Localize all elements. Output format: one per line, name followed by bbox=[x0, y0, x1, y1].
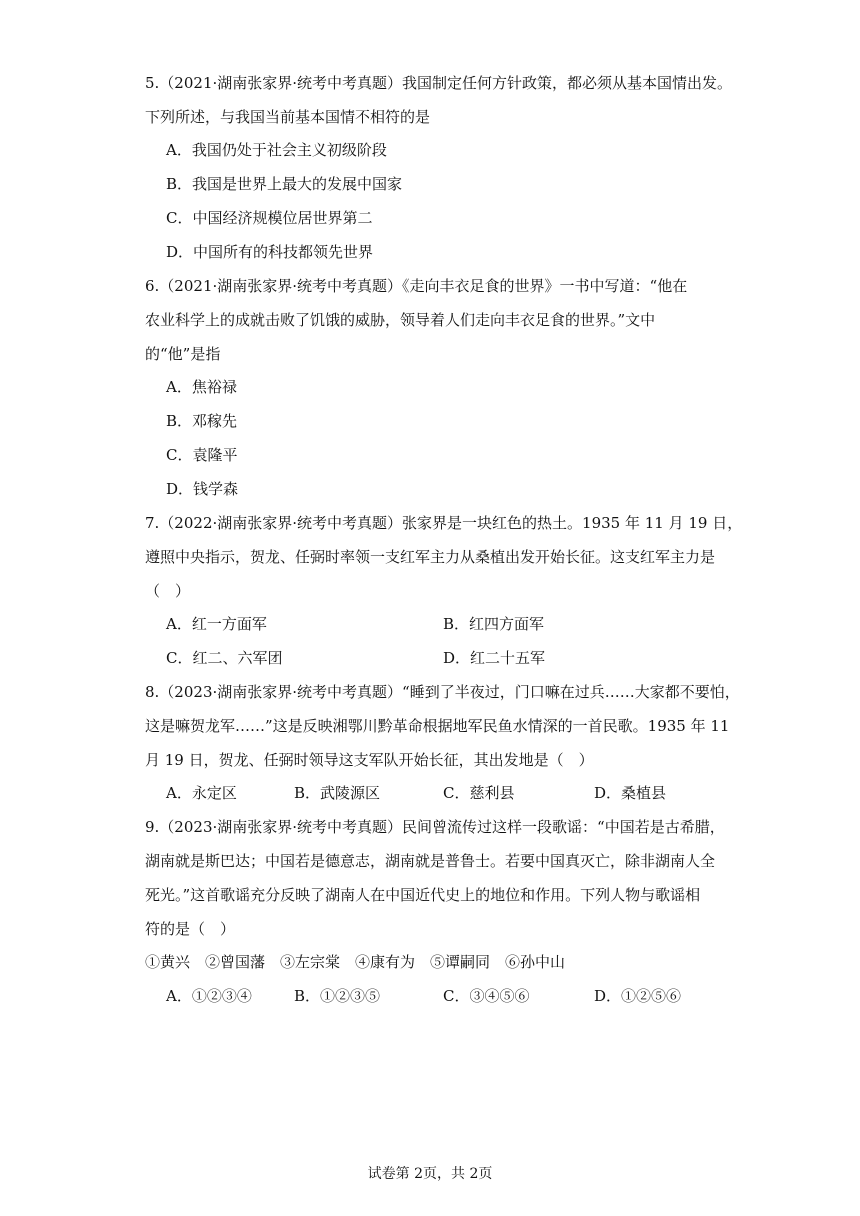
question-6-option-a[interactable]: A．焦裕禄 bbox=[166, 378, 237, 396]
question-9-stem-line-2: 湖南就是斯巴达；中国若是德意志，湖南就是普鲁士。若要中国真灭亡，除非湖南人全 bbox=[145, 852, 716, 870]
question-5-stem-line-1: 5.（2021·湖南张家界·统考中考真题）我国制定任何方针政策，都必须从基本国情出发。 bbox=[145, 74, 733, 92]
question-5-option-b[interactable]: B．我国是世界上最大的发展中国家 bbox=[166, 175, 403, 193]
question-9-option-c[interactable]: C．③④⑤⑥ bbox=[443, 987, 530, 1005]
question-7-option-b[interactable]: B．红四方面军 bbox=[443, 615, 545, 633]
question-5-option-a[interactable]: A．我国仍处于社会主义初级阶段 bbox=[166, 141, 387, 159]
question-8-stem-line-2: 这是嘛贺龙军……”这是反映湘鄂川黔革命根据地军民鱼水情深的一首民歌。1935 年 11 bbox=[145, 717, 730, 735]
question-5-option-c[interactable]: C．中国经济规模位居世界第二 bbox=[166, 209, 373, 227]
question-8-option-a[interactable]: A．永定区 bbox=[166, 784, 237, 802]
question-9-option-a[interactable]: A．①②③④ bbox=[166, 987, 252, 1005]
question-8-option-c[interactable]: C．慈利县 bbox=[443, 784, 515, 802]
question-7-option-d[interactable]: D．红二十五军 bbox=[443, 649, 546, 667]
question-7-option-c[interactable]: C．红二、六军团 bbox=[166, 649, 283, 667]
question-7-stem-line-1: 7.（2022·湖南张家界·统考中考真题）张家界是一块红色的热土。1935 年 11 月 19 日， bbox=[145, 514, 743, 532]
question-9-stem-line-1: 9.（2023·湖南张家界·统考中考真题）民间曾流传过这样一段歌谣：“中国若是古希腊， bbox=[145, 818, 725, 836]
question-9-option-b[interactable]: B．①②③⑤ bbox=[294, 987, 381, 1005]
question-6-stem-line-2: 农业科学上的成就击败了饥饿的威胁，领导着人们走向丰衣足食的世界。”文中 bbox=[145, 311, 656, 329]
question-6-stem-line-1: 6.（2021·湖南张家界·统考中考真题）《走向丰衣足食的世界》一书中写道：“他在 bbox=[145, 277, 688, 295]
question-6-stem-line-3: 的“他”是指 bbox=[145, 345, 221, 363]
question-9-stem-line-3: 死光。”这首歌谣充分反映了湖南人在中国近代史上的地位和作用。下列人物与歌谣相 bbox=[145, 886, 701, 904]
question-8-option-b[interactable]: B．武陵源区 bbox=[294, 784, 381, 802]
question-9-option-d[interactable]: D．①②⑤⑥ bbox=[594, 987, 682, 1005]
question-8-stem-line-1: 8.（2023·湖南张家界·统考中考真题）“睡到了半夜过，门口嘛在过兵……大家都不要怕， bbox=[145, 683, 740, 701]
question-5-option-d[interactable]: D．中国所有的科技都领先世界 bbox=[166, 243, 374, 261]
question-9-person-list: ①黄兴 ②曾国藩 ③左宗棠 ④康有为 ⑤谭嗣同 ⑥孙中山 bbox=[145, 953, 566, 971]
question-8-option-d[interactable]: D．桑植县 bbox=[594, 784, 667, 802]
question-7-stem-line-3: （ ） bbox=[145, 582, 191, 600]
question-5-stem-line-2: 下列所述，与我国当前基本国情不相符的是 bbox=[145, 108, 431, 126]
question-7-stem-line-2: 遵照中央指示，贺龙、任弼时率领一支红军主力从桑植出发开始长征。这支红军主力是 bbox=[145, 548, 716, 566]
question-8-stem-line-3: 月 19 日，贺龙、任弼时领导这支军队开始长征，其出发地是（ ） bbox=[145, 751, 594, 769]
question-6-option-c[interactable]: C．袁隆平 bbox=[166, 446, 238, 464]
question-7-option-a[interactable]: A．红一方面军 bbox=[166, 615, 267, 633]
page-footer: 试卷第 2页，共 2页 bbox=[367, 1166, 493, 1182]
question-6-option-b[interactable]: B．邓稼先 bbox=[166, 412, 238, 430]
question-9-stem-line-4: 符的是（ ） bbox=[145, 920, 236, 938]
question-6-option-d[interactable]: D．钱学森 bbox=[166, 480, 239, 498]
